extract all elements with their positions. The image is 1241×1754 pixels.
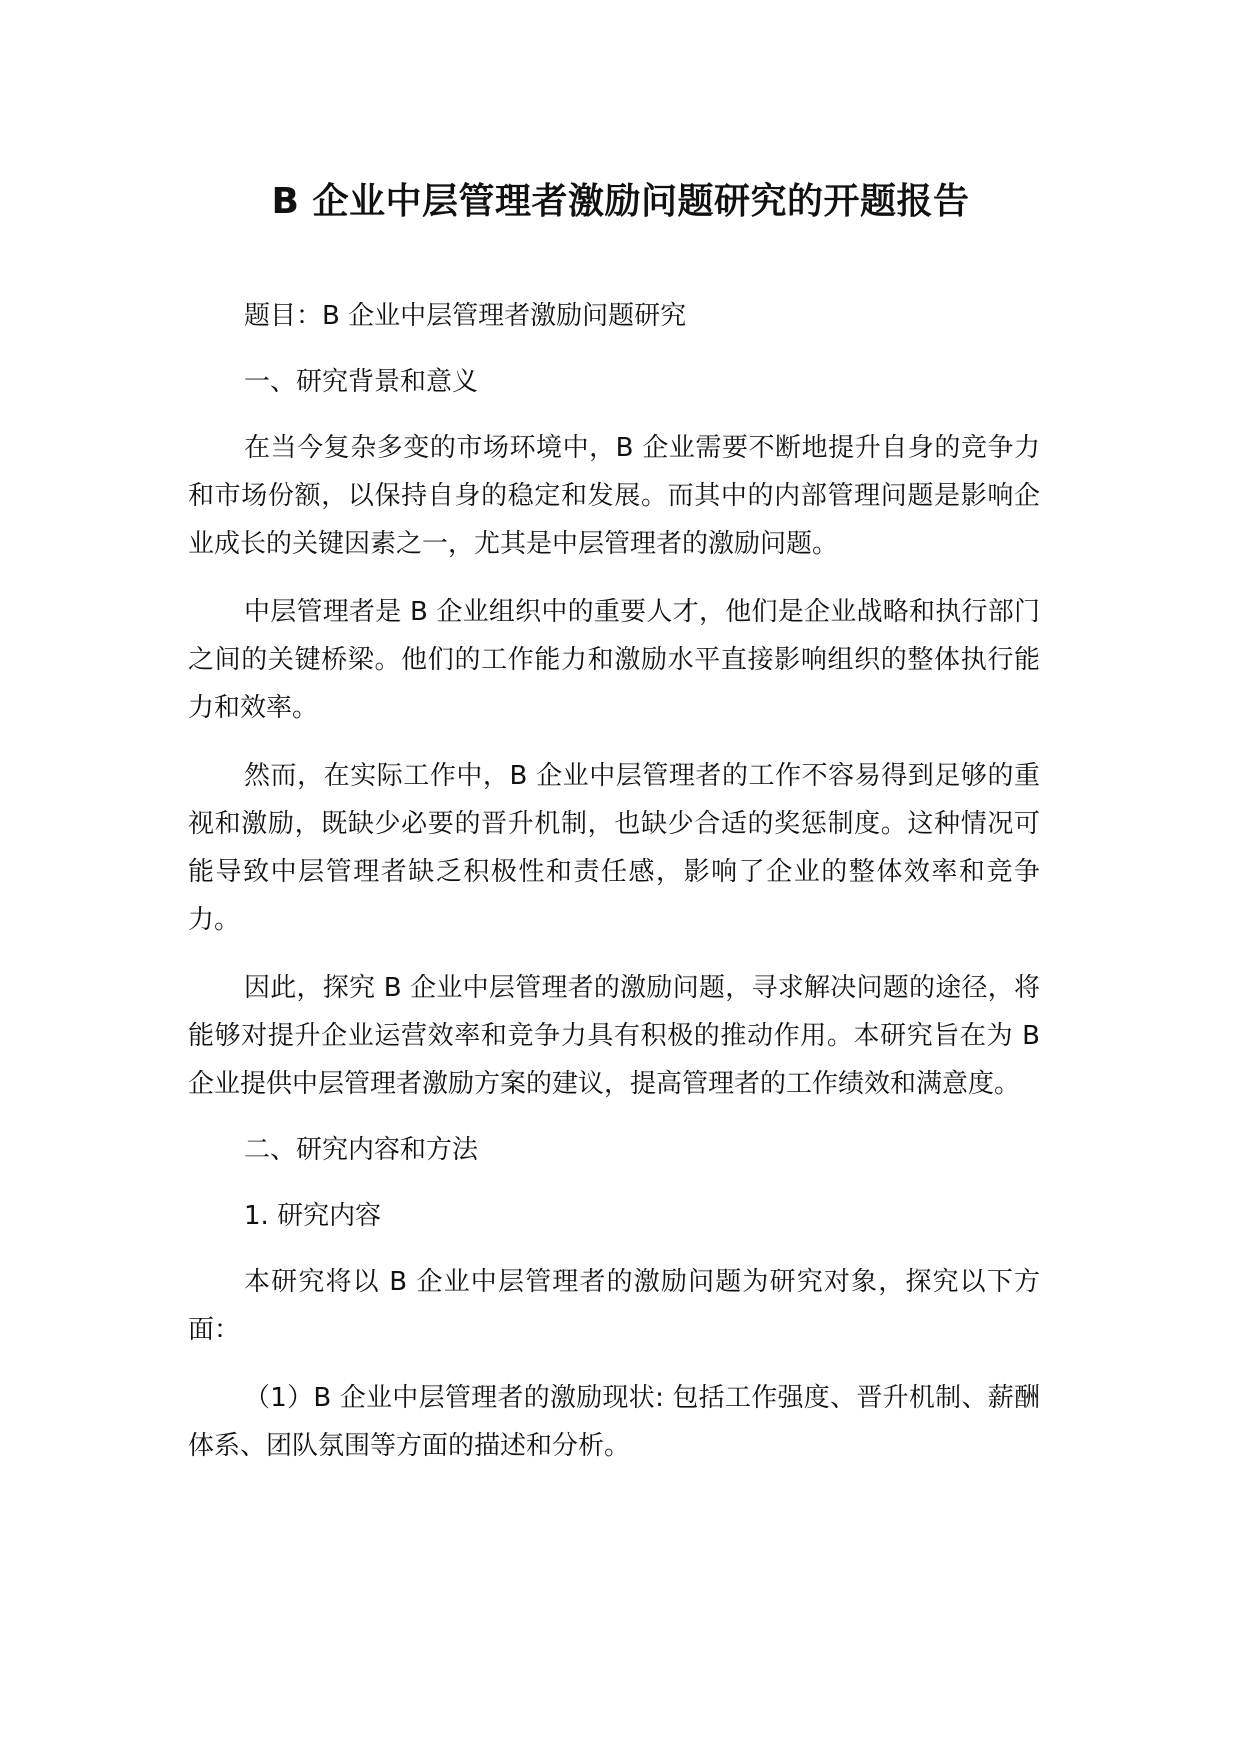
background-paragraph-3: 然而，在实际工作中，B 企业中层管理者的工作不容易得到足够的重视和激励，既缺少必要的晋升机制，也缺少合适的奖惩制度。这种情况可能导致中层管理者缺乏积极性和责任感，影响了企业的整体效率和竞争力。	[188, 761, 1040, 935]
document-title: B 企业中层管理者激励问题研究的开题报告	[271, 181, 970, 222]
subject-line: 题目：B 企业中层管理者激励问题研究	[244, 301, 687, 331]
content-intro-paragraph: 本研究将以 B 企业中层管理者的激励问题为研究对象，探究以下方面：	[188, 1267, 1040, 1345]
document-body	[188, 292, 1040, 1470]
background-paragraph-2: 中层管理者是 B 企业组织中的重要人才，他们是企业战略和执行部门之间的关键桥梁。他们的工作能力和激励水平直接影响组织的整体执行能力和效率。	[188, 597, 1040, 723]
background-paragraph-1: 在当今复杂多变的市场环境中，B 企业需要不断地提升自身的竞争力和市场份额，以保持自身的稳定和发展。而其中的内部管理问题是影响企业成长的关键因素之一，尤其是中层管理者的激励问题。	[188, 433, 1040, 559]
background-paragraph-4: 因此，探究 B 企业中层管理者的激励问题，寻求解决问题的途径，将能够对提升企业运营效率和竞争力具有积极的推动作用。本研究旨在为 B 企业提供中层管理者激励方案的建议，提高管理者的工作绩效和满意度。	[188, 973, 1040, 1099]
section-heading-background: 一、研究背景和意义	[244, 367, 479, 397]
section-heading-content-methods: 二、研究内容和方法	[244, 1135, 479, 1165]
content-item-1: （1）B 企业中层管理者的激励现状: 包括工作强度、晋升机制、薪酬体系、团队氛围等方面的描述和分析。	[188, 1383, 1040, 1461]
subsection-heading-content: 1. 研究内容	[244, 1201, 382, 1231]
